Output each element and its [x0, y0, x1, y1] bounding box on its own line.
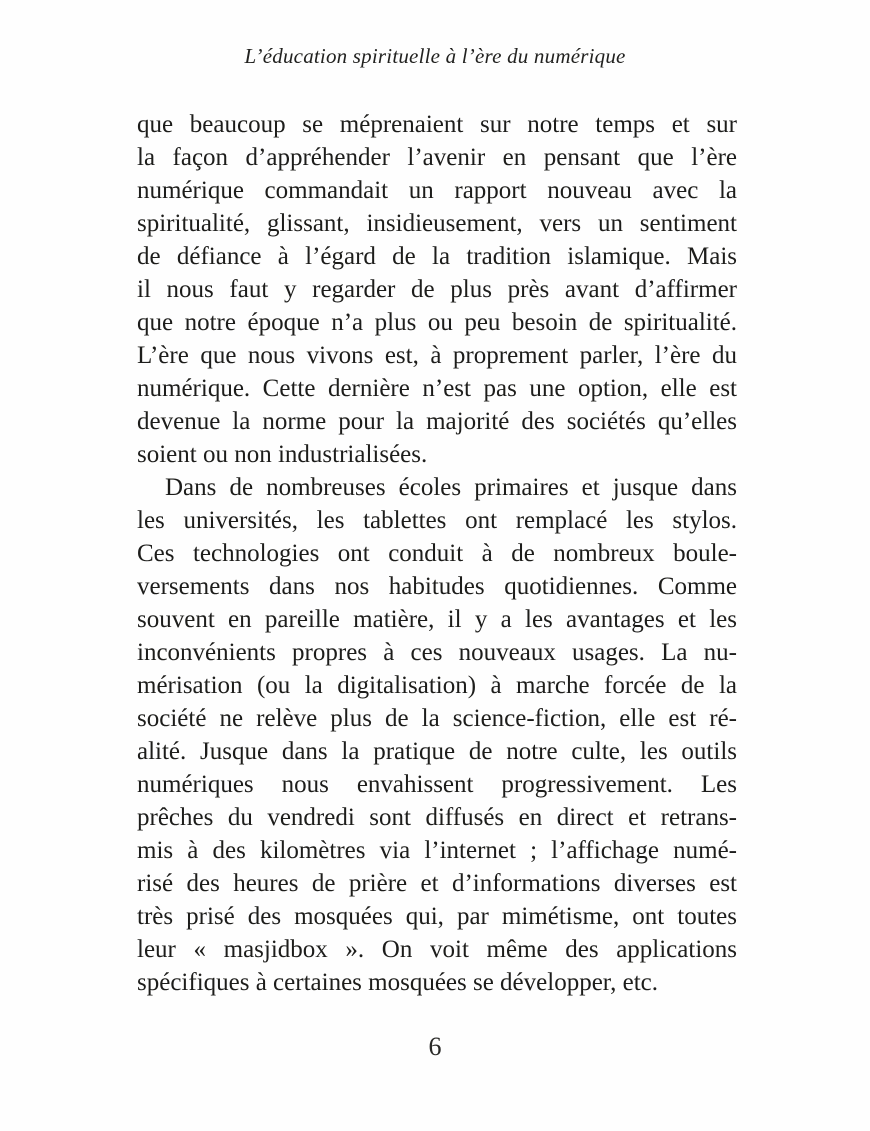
text-line: inconvénients propres à ces nouveaux usages. La nu-	[137, 639, 737, 666]
text-line: de défiance à l’égard de la tradition islamique. Mais	[137, 243, 737, 270]
text-line: soient ou non industrialisées.	[137, 441, 428, 468]
page-number: 6	[428, 1032, 442, 1061]
text-line: prêches du vendredi sont diffusés en direct et retrans-	[137, 804, 737, 831]
text-line: alité. Jusque dans la pratique de notre culte, les outils	[137, 738, 737, 765]
body-text	[137, 108, 737, 999]
text-line: la façon d’appréhender l’avenir en pensant que l’ère	[137, 144, 737, 171]
text-line: numérique commandait un rapport nouveau avec la	[137, 177, 737, 204]
text-line: risé des heures de prière et d’informations diverses est	[137, 870, 737, 897]
text-line: Ces technologies ont conduit à de nombreux boule-	[137, 540, 737, 567]
text-line: Dans de nombreuses écoles primaires et jusque dans	[165, 474, 737, 501]
text-line: mérisation (ou la digitalisation) à marche forcée de la	[137, 672, 737, 699]
text-line: numérique. Cette dernière n’est pas une option, elle est	[137, 375, 737, 402]
text-line: les universités, les tablettes ont remplacé les stylos.	[137, 507, 737, 534]
text-line: souvent en pareille matière, il y a les avantages et les	[137, 606, 737, 633]
text-line: spécifiques à certaines mosquées se développer, etc.	[137, 969, 659, 996]
paragraph	[137, 471, 737, 999]
text-line: il nous faut y regarder de plus près avant d’affirmer	[137, 276, 737, 303]
text-line: que beaucoup se méprenaient sur notre temps et sur	[137, 111, 737, 138]
text-line: versements dans nos habitudes quotidiennes. Comme	[137, 573, 737, 600]
text-line: société ne relève plus de la science-fiction, elle est ré-	[137, 705, 737, 732]
text-line: que notre époque n’a plus ou peu besoin de spiritualité.	[137, 309, 737, 336]
text-line: L’ère que nous vivons est, à proprement parler, l’ère du	[137, 342, 737, 369]
text-line: leur « masjidbox ». On voit même des applications	[137, 936, 737, 963]
text-line: numériques nous envahissent progressivement. Les	[137, 771, 737, 798]
text-line: spiritualité, glissant, insidieusement, vers un sentiment	[137, 210, 737, 237]
running-header: L’éducation spirituelle à l’ère du numérique	[244, 44, 626, 68]
text-line: très prisé des mosquées qui, par mimétisme, ont toutes	[137, 903, 737, 930]
text-line: mis à des kilomètres via l’internet ; l’affichage numé-	[137, 837, 737, 864]
paragraph	[137, 108, 737, 471]
text-line: devenue la norme pour la majorité des sociétés qu’elles	[137, 408, 737, 435]
